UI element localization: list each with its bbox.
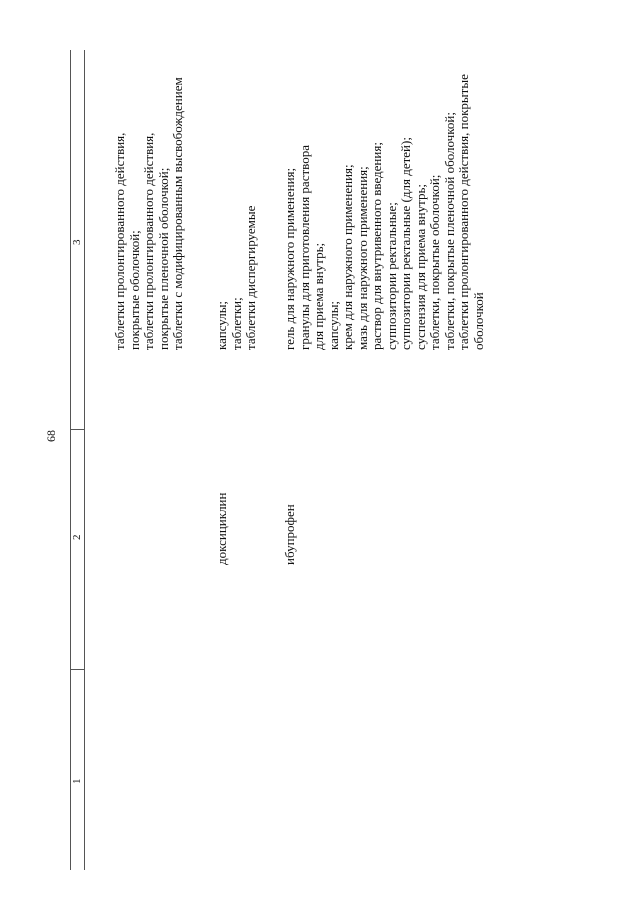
column-number-3: 3 — [71, 239, 83, 245]
column-divider-1 — [70, 669, 84, 670]
drug-name: ибупрофен — [282, 504, 297, 565]
dosage-form-line: гранулы для приготовления раствора — [296, 145, 312, 350]
table-header-bottom-rule — [84, 50, 85, 870]
column-divider-2 — [70, 429, 84, 430]
entry-1-forms — [215, 50, 259, 350]
dosage-form-line: таблетки, покрытые оболочкой; — [427, 174, 442, 350]
dosage-form-line: капсулы; — [325, 300, 341, 350]
dosage-form-line: таблетки, покрытые пленочной оболочкой; — [441, 112, 457, 350]
dosage-form-line: покрытые пленочной оболочкой; — [155, 167, 171, 350]
entry-2-name — [283, 350, 298, 565]
column-number-1: 1 — [71, 778, 83, 784]
dosage-form-line: таблетки пролонгированного действия, — [141, 132, 156, 350]
dosage-form-line: таблетки с модифицированным высвобождением — [170, 77, 185, 350]
dosage-form-line: таблетки пролонгированного действия, покрытые — [456, 74, 471, 350]
dosage-form-line: суппозитории ректальные; — [383, 202, 399, 350]
dosage-form-line: мазь для наружного применения; — [354, 166, 370, 350]
dosage-form-line: суспензия для приема внутрь; — [412, 183, 428, 350]
dosage-form-line: таблетки; — [228, 297, 244, 350]
table-header-top-rule — [70, 50, 85, 870]
dosage-form-line: покрытые оболочкой; — [126, 230, 142, 350]
entry-1-name — [215, 350, 230, 565]
dosage-form-line: таблетки диспергируемые — [243, 205, 258, 350]
dosage-form-line: капсулы; — [214, 300, 229, 350]
dosage-form-line: оболочкой — [470, 292, 486, 350]
dosage-form-line: таблетки пролонгированного действия, — [112, 132, 127, 350]
entry-2-forms — [283, 50, 486, 350]
dosage-form-line: раствор для внутривенного введения; — [369, 142, 384, 350]
drug-name: доксициклин — [214, 492, 229, 565]
dosage-form-line: для приема внутрь; — [311, 242, 326, 350]
dosage-form-line: суппозитории ректальные (для детей); — [398, 137, 413, 350]
rotated-table — [70, 50, 630, 870]
column-number-2: 2 — [71, 534, 83, 540]
dosage-form-line: крем для наружного применения; — [340, 164, 355, 350]
page-number: 68 — [44, 430, 58, 442]
entry-0-forms — [113, 50, 186, 350]
dosage-form-line: гель для наружного применения; — [282, 167, 297, 350]
